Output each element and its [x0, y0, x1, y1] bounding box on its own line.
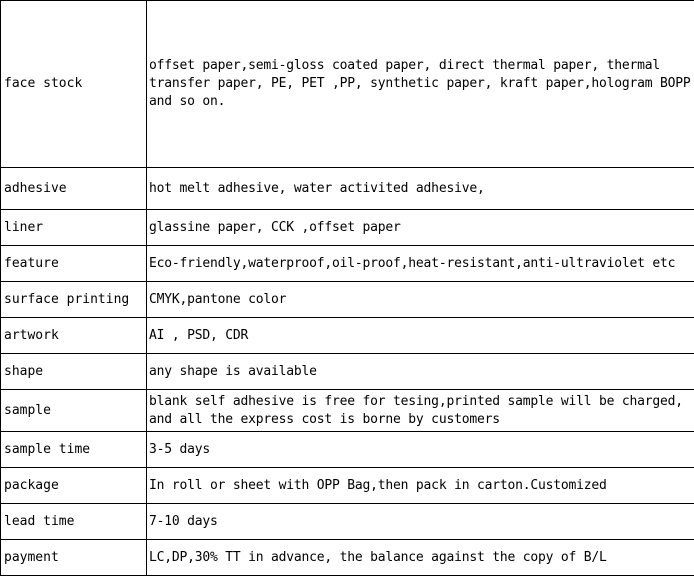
row-value: offset paper,semi-gloss coated paper, direct thermal paper, thermal transfer paper, PE, PET ,PP, synthetic paper, kraft paper,hologram BOPP and so on. — [147, 1, 694, 168]
row-label: package — [1, 468, 147, 504]
table-row-surface-printing — [1, 282, 694, 318]
table-row-payment — [1, 540, 694, 576]
row-value: glassine paper, CCK ,offset paper — [147, 210, 694, 246]
row-label: face stock — [1, 1, 147, 168]
row-value: Eco-friendly,waterproof,oil-proof,heat-resistant,anti-ultraviolet etc — [147, 246, 694, 282]
row-value: LC,DP,30% TT in advance, the balance against the copy of B/L — [147, 540, 694, 576]
table-row-artwork — [1, 318, 694, 354]
table-row-face-stock — [1, 1, 694, 168]
row-value: CMYK,pantone color — [147, 282, 694, 318]
row-label: surface printing — [1, 282, 147, 318]
table-row-sample-time — [1, 432, 694, 468]
row-value: 3-5 days — [147, 432, 694, 468]
row-label: payment — [1, 540, 147, 576]
table-row-shape — [1, 354, 694, 390]
row-label: shape — [1, 354, 147, 390]
table-row-adhesive — [1, 168, 694, 210]
row-value: hot melt adhesive, water activited adhesive, — [147, 168, 694, 210]
table-row-feature — [1, 246, 694, 282]
row-label: sample — [1, 390, 147, 432]
row-value: AI , PSD, CDR — [147, 318, 694, 354]
row-value: any shape is available — [147, 354, 694, 390]
row-label: feature — [1, 246, 147, 282]
row-label: sample time — [1, 432, 147, 468]
row-label: lead time — [1, 504, 147, 540]
table-row-sample — [1, 390, 694, 432]
table-row-package — [1, 468, 694, 504]
row-value: blank self adhesive is free for tesing,printed sample will be charged, and all the express cost is borne by customers — [147, 390, 694, 432]
table-row-liner — [1, 210, 694, 246]
row-label: adhesive — [1, 168, 147, 210]
row-value: 7-10 days — [147, 504, 694, 540]
row-value: In roll or sheet with OPP Bag,then pack in carton.Customized — [147, 468, 694, 504]
row-label: artwork — [1, 318, 147, 354]
table-row-lead-time — [1, 504, 694, 540]
row-label: liner — [1, 210, 147, 246]
